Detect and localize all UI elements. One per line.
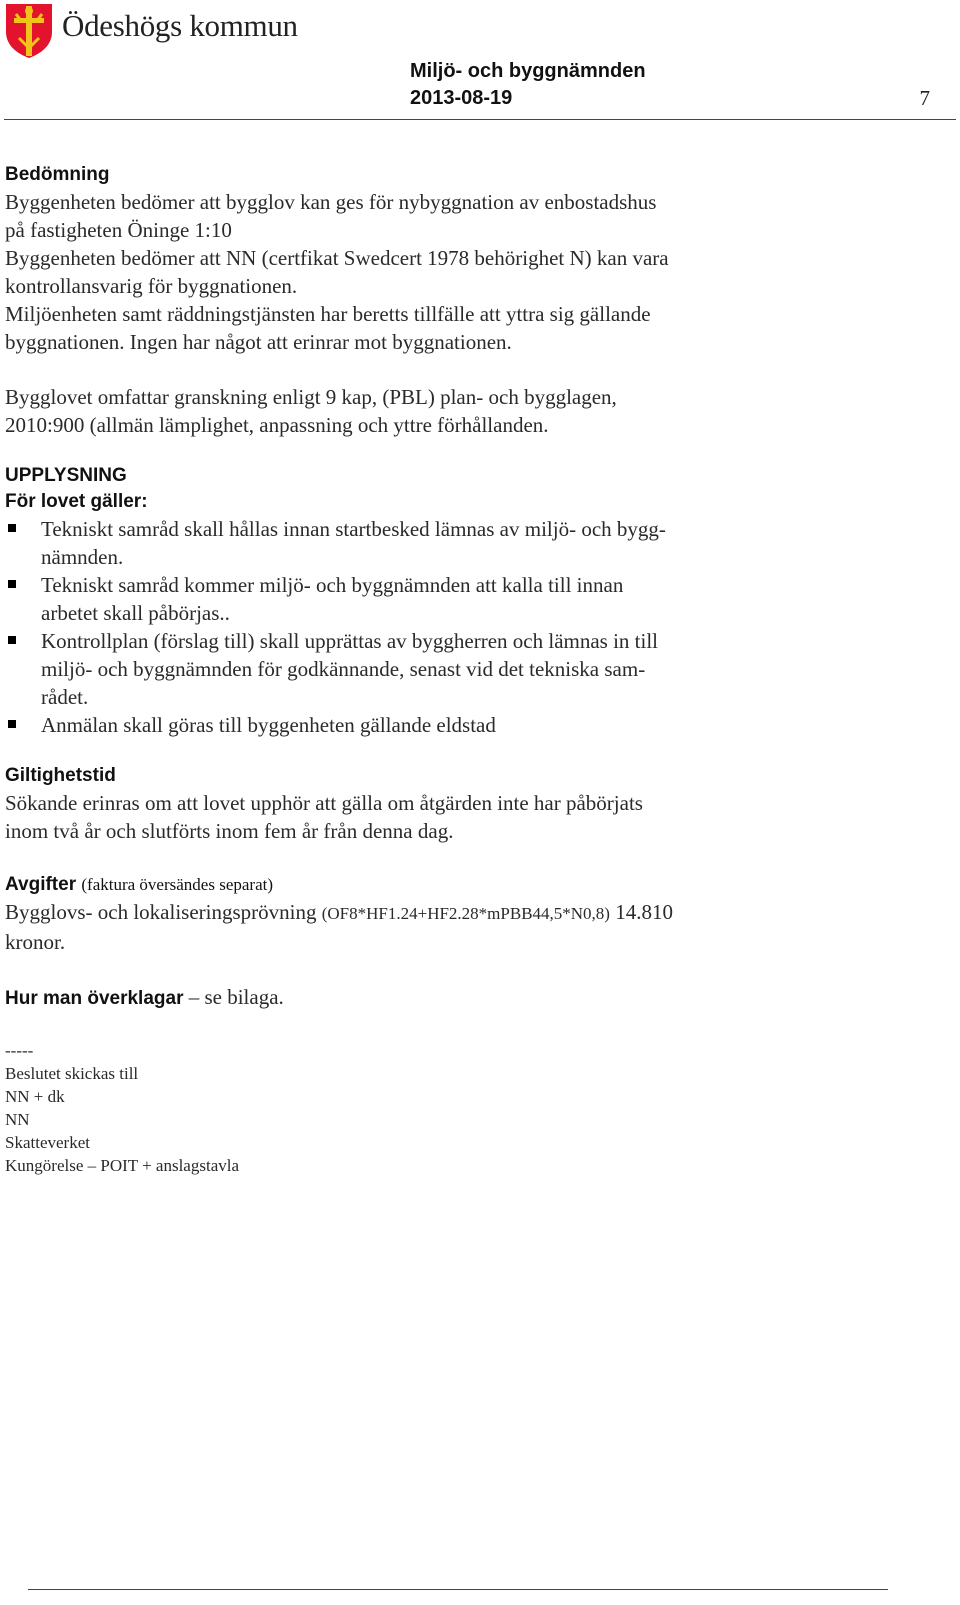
appeal-line <box>5 983 765 1012</box>
text-line: inom två år och slutförts inom fem år från denna dag. <box>5 819 454 843</box>
text-line: byggnationen. Ingen har något att erinrar mot byggnationen. <box>5 330 512 354</box>
committee-name: Miljö- och byggnämnden <box>410 60 646 82</box>
list-item-text: Kontrollplan (förslag till) skall upprättas av byggherren och lämnas in till <box>41 629 659 653</box>
conditions-list <box>5 515 765 739</box>
text-line: Miljöenheten samt räddningstjänsten har beretts tillfälle att yttra sig gällande <box>5 302 651 326</box>
header-divider <box>4 119 956 120</box>
text-line: 2010:900 (allmän lämplighet, anpassning och yttre förhållanden. <box>5 413 549 437</box>
validity-section <box>5 763 765 845</box>
municipal-coat-of-arms-icon <box>4 2 54 60</box>
fee-formula: (OF8*HF1.24+HF2.28*mPBB44,5*N0,8) <box>321 904 610 923</box>
fee-currency: kronor. <box>5 930 66 954</box>
text-line: Sökande erinras om att lovet upphör att gälla om åtgärden inte har påbörjats <box>5 791 643 815</box>
section-heading-information: UPPLYSNING <box>5 465 127 486</box>
page-header <box>0 0 960 125</box>
list-item <box>5 515 765 571</box>
distribution-section <box>5 1039 765 1177</box>
separator-line: ----- <box>5 1041 34 1060</box>
list-item-text: arbetet skall påbörjas.. <box>41 601 230 625</box>
fees-section <box>5 872 765 956</box>
meeting-date: 2013-08-19 <box>410 87 513 109</box>
appeal-text: – se bilaga. <box>183 985 284 1009</box>
organization-name: Ödeshögs kommun <box>62 8 298 43</box>
fee-line <box>5 898 765 928</box>
distribution-title: Beslutet skickas till <box>5 1064 139 1083</box>
list-item <box>5 711 765 739</box>
list-item-text: Tekniskt samråd skall hållas innan startbesked lämnas av miljö- och bygg- <box>41 517 666 541</box>
list-item-text: miljö- och byggnämnden för godkännande, senast vid det tekniska sam- <box>41 657 646 681</box>
text-line: kontrollansvarig för byggnationen. <box>5 274 298 298</box>
list-item-text: Anmälan skall göras till byggenheten gällande eldstad <box>41 713 496 737</box>
recipient: NN + dk <box>5 1087 65 1106</box>
bullet-square-icon <box>8 720 16 728</box>
bullet-square-icon <box>8 636 16 644</box>
recipient: Kungörelse – POIT + anslagstavla <box>5 1156 240 1175</box>
recipient: Skatteverket <box>5 1133 90 1152</box>
text-line: Bygglovet omfattar granskning enligt 9 kap, (PBL) plan- och bygglagen, <box>5 385 617 409</box>
page-number: 7 <box>919 86 930 110</box>
list-item <box>5 571 765 627</box>
text-line: Byggenheten bedömer att NN (certfikat Swedcert 1978 behörighet N) kan vara <box>5 246 669 270</box>
section-heading-appeal: Hur man överklagar <box>5 988 184 1009</box>
bullet-square-icon <box>8 524 16 532</box>
list-item <box>5 627 765 711</box>
fee-description: Bygglovs- och lokaliseringsprövning <box>5 900 322 924</box>
section-heading-assessment: Bedömning <box>5 164 110 185</box>
information-section <box>5 463 765 739</box>
fees-heading-line <box>5 872 765 898</box>
list-item-text: Tekniskt samråd kommer miljö- och byggnämnden att kalla till innan <box>41 573 624 597</box>
appeal-section <box>5 983 765 1012</box>
text-line: på fastigheten Öninge 1:10 <box>5 218 232 242</box>
fees-note: (faktura översändes separat) <box>81 875 273 894</box>
assessment-section <box>5 162 765 439</box>
text-line: Byggenheten bedömer att bygglov kan ges för nybyggnation av enbostadshus <box>5 190 657 214</box>
document-body <box>5 162 765 1177</box>
recipient: NN <box>5 1110 30 1129</box>
section-heading-fees: Avgifter <box>5 874 77 895</box>
subheading-permit-conditions: För lovet gäller: <box>5 491 148 512</box>
list-item-text: nämnden. <box>41 545 124 569</box>
bullet-square-icon <box>8 580 16 588</box>
fee-amount: 14.810 <box>609 900 673 924</box>
footer-divider <box>28 1589 888 1590</box>
section-heading-validity: Giltighetstid <box>5 765 116 786</box>
list-item-text: rådet. <box>41 685 89 709</box>
